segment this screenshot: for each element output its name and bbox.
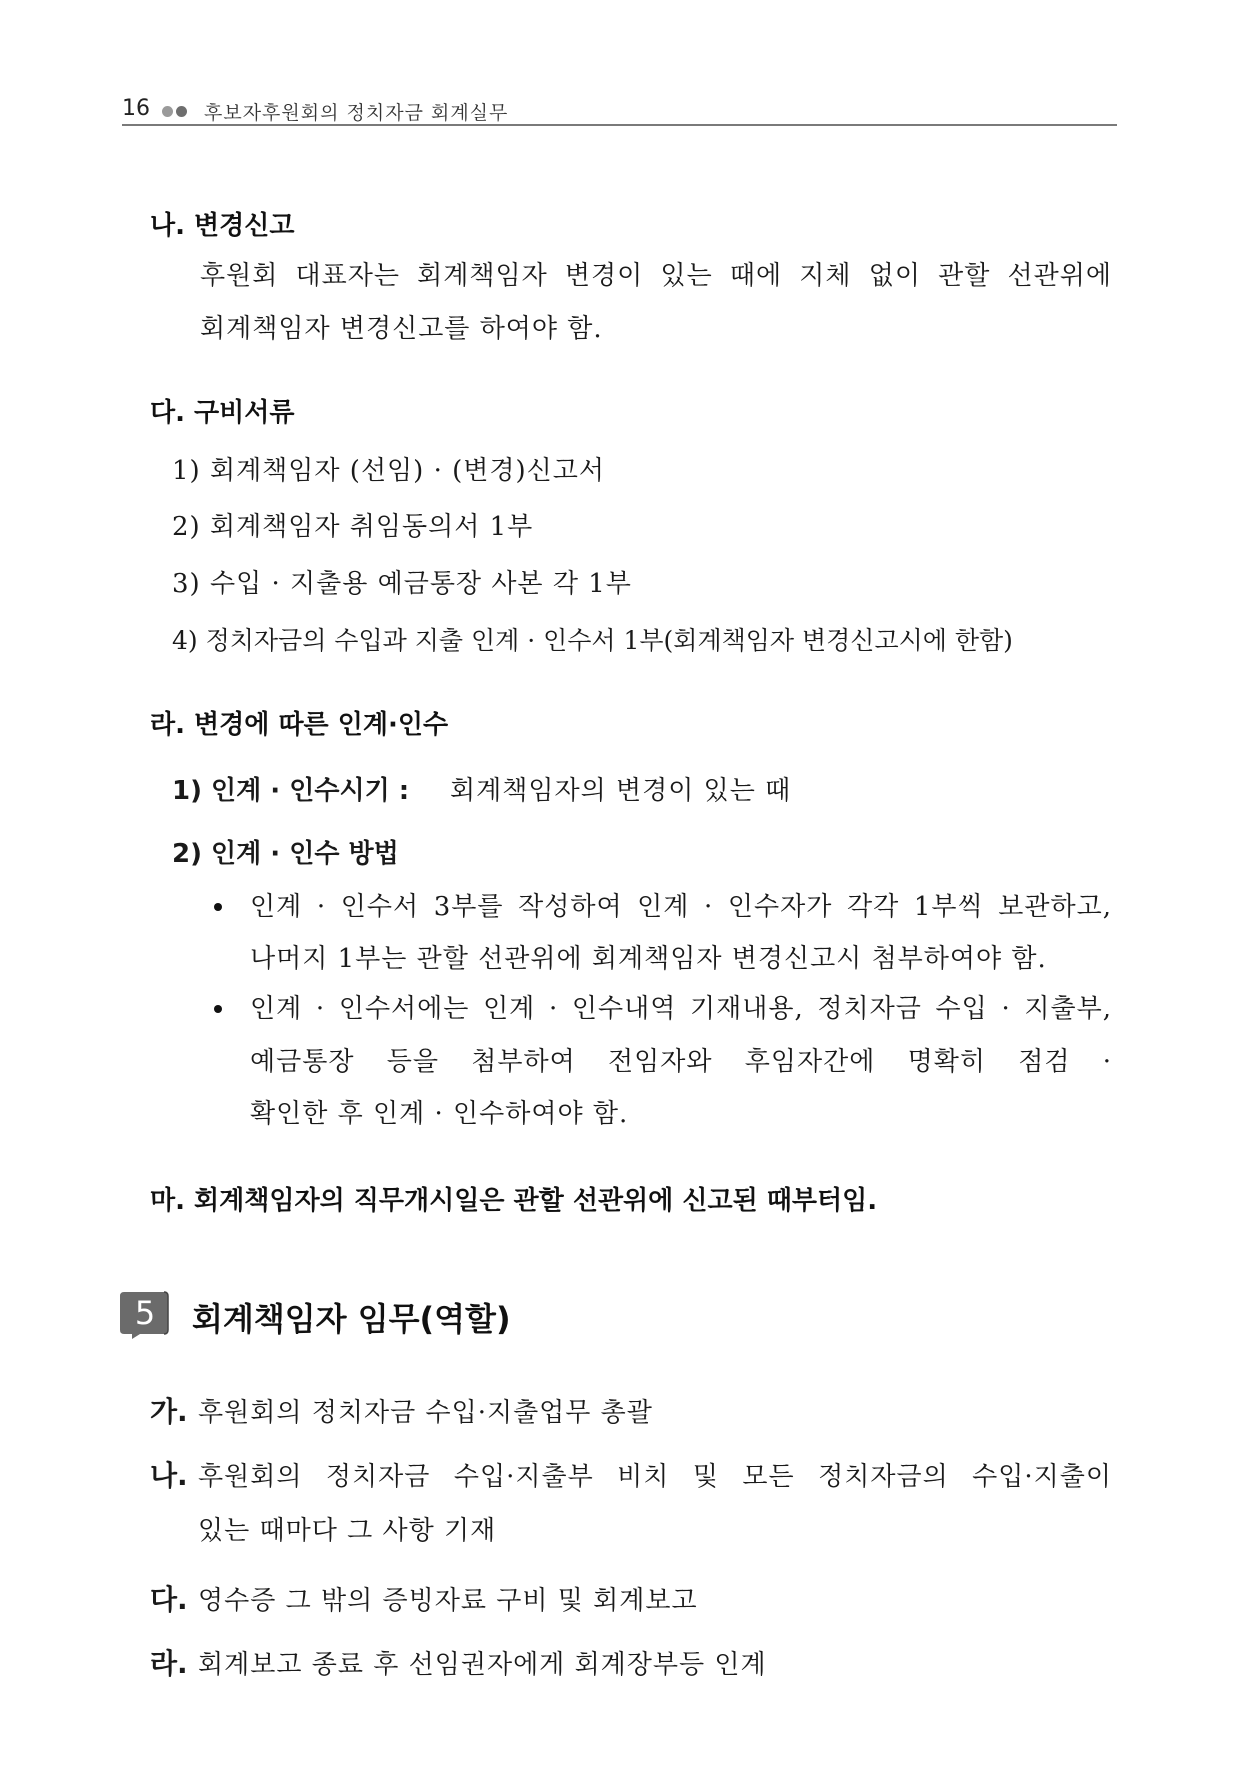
duty-label-na: 나. xyxy=(150,1459,188,1492)
running-header xyxy=(122,92,1117,126)
doc-item-3: 3) 수입 · 지출용 예금통장 사본 각 1부 xyxy=(172,569,632,599)
heading-da: 다. 구비서류 xyxy=(150,398,295,428)
duty-na-line-2: 있는 때마다 그 사항 기재 xyxy=(198,1516,497,1546)
bullet-2-line-1: 인계 · 인수서에는 인계 · 인수내역 기재내용, 정치자금 수입 · 지출부, xyxy=(250,994,1112,1024)
bullet-icon xyxy=(214,903,222,911)
duty-label-ra: 라. xyxy=(150,1647,188,1680)
duty-da-line-1: 영수증 그 밖의 증빙자료 구비 및 회계보고 xyxy=(198,1586,698,1616)
duty-label-ga: 가. xyxy=(150,1395,188,1428)
duty-label-da: 다. xyxy=(150,1583,188,1616)
section-number: 5 xyxy=(134,1294,156,1332)
heading-na: 나. 변경신고 xyxy=(150,211,295,241)
na-line-1: 후원회 대표자는 회계책임자 변경이 있는 때에 지체 없이 관할 선관위에 xyxy=(200,261,1112,291)
na-line-2: 회계책임자 변경신고를 하여야 함. xyxy=(200,314,603,344)
doc-item-2: 2) 회계책임자 취임동의서 1부 xyxy=(172,512,534,542)
handover-item-2-label: 2) 인계 · 인수 방법 xyxy=(172,839,399,869)
bullet-1-line-1: 인계 · 인수서 3부를 작성하여 인계 · 인수자가 각각 1부씩 보관하고, xyxy=(250,892,1112,922)
section-title: 회계책임자 임무(역할) xyxy=(192,1300,511,1338)
page-number: 16 xyxy=(122,96,150,121)
duty-ga-line-1: 후원회의 정치자금 수입·지출업무 총괄 xyxy=(198,1398,653,1428)
heading-ra: 라. 변경에 따른 인계·인수 xyxy=(150,710,449,740)
header-dots-icon xyxy=(162,102,190,121)
heading-ma: 마. 회계책임자의 직무개시일은 관할 선관위에 신고된 때부터임. xyxy=(150,1186,878,1216)
bullet-icon xyxy=(214,1005,222,1013)
duty-na-line-1: 후원회의 정치자금 수입·지출부 비치 및 모든 정치자금의 수입·지출이 xyxy=(198,1462,1112,1492)
bullet-2-line-3: 확인한 후 인계 · 인수하여야 함. xyxy=(250,1099,629,1129)
bullet-2-line-2: 예금통장 등을 첨부하여 전임자와 후임자간에 명확히 점검 · xyxy=(250,1047,1112,1077)
header-title: 후보자후원회의 정치자금 회계실무 xyxy=(204,102,509,124)
doc-item-1: 1) 회계책임자 (선임) · (변경)신고서 xyxy=(172,456,605,486)
handover-item-1-label: 1) 인계 · 인수시기 : xyxy=(172,776,410,806)
bullet-1-line-2: 나머지 1부는 관할 선관위에 회계책임자 변경신고시 첨부하여야 함. xyxy=(250,944,1047,974)
handover-item-1-text: 회계책임자의 변경이 있는 때 xyxy=(450,776,792,806)
duty-ra-line-1: 회계보고 종료 후 선임권자에게 회계장부등 인계 xyxy=(198,1650,767,1680)
doc-item-4: 4) 정치자금의 수입과 지출 인계 · 인수서 1부(회계책임자 변경신고시에 한함) xyxy=(172,626,1013,655)
